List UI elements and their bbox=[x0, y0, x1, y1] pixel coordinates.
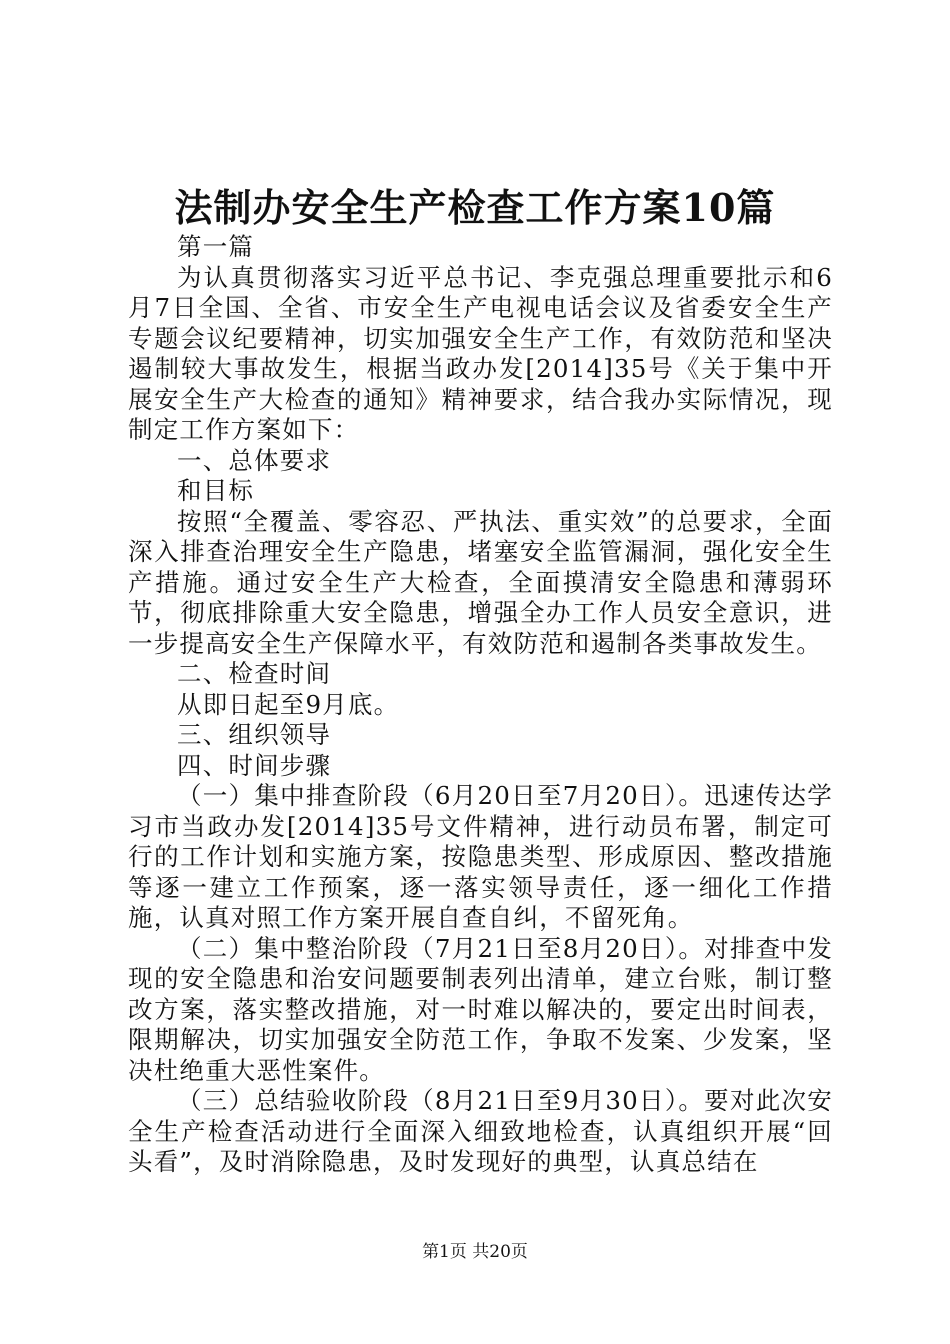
page-number-footer: 第1页 共20页 bbox=[422, 1242, 528, 1262]
paragraph-requirements: 按照“全覆盖、零容忍、严执法、重实效”的总要求，全面深入排查治理安全生产隐患，堵塞安全监管漏洞，强化安全生产措施。通过安全生产大检查，全面摸清安全隐患和薄弱环节，彻底排除重大安全隐患，增强全办工作人员安全意识，进一步提高安全生产保障水平，有效防范和遏制各类事故发生。 bbox=[128, 506, 833, 658]
document-body bbox=[128, 232, 833, 1178]
paragraph-stage-3: （三）总结验收阶段（8月21日至9月30日）。要对此次安全生产检查活动进行全面深入细致地检查，认真组织开展“回头看”，及时消除隐患，及时发现好的典型，认真总结在 bbox=[128, 1086, 833, 1176]
document-title: 法制办安全生产检查工作方案10篇 bbox=[174, 185, 776, 230]
paragraph-intro: 为认真贯彻落实习近平总书记、李克强总理重要批示和6月7日全国、全省、市安全生产电视电话会议及省委安全生产专题会议纪要精神，切实加强安全生产工作，有效防范和坚决遏制较大事故发生，根据当政办发[2014]35号《关于集中开展安全生产大检查的通知》精神要求，结合我办实际情况，现制定工作方案如下： bbox=[128, 262, 833, 444]
heading-inspection-time: 二、检查时间 bbox=[177, 659, 332, 688]
heading-time-steps: 四、时间步骤 bbox=[177, 750, 332, 780]
heading-general-requirements: 一、总体要求 bbox=[177, 445, 332, 475]
paragraph-stage-1: （一）集中排查阶段（6月20日至7月20日）。迅速传达学习市当政办发[2014]35号文件精神，进行动员布署，制定可行的工作计划和实施方案，按隐患类型、形成原因、整改措施等逐一建立工作预案，逐一落实领导责任，逐一细化工作措施，认真对照工作方案开展自查自纠，不留死角。 bbox=[128, 781, 833, 932]
heading-organization: 三、组织领导 bbox=[177, 720, 332, 749]
paragraph-stage-2: （二）集中整治阶段（7月21日至8月20日）。对排查中发现的安全隐患和治安问题要制表列出清单，建立台账，制订整改方案，落实整改措施，对一时难以解决的，要定出时间表，限期解决，切实加强安全防范工作，争取不发案、少发案，坚决杜绝重大恶性案件。 bbox=[128, 933, 833, 1085]
paragraph-section-label: 第一篇 bbox=[177, 232, 255, 261]
heading-general-requirements-cont: 和目标 bbox=[177, 476, 255, 505]
paragraph-inspection-time: 从即日起至9月底。 bbox=[177, 689, 400, 719]
